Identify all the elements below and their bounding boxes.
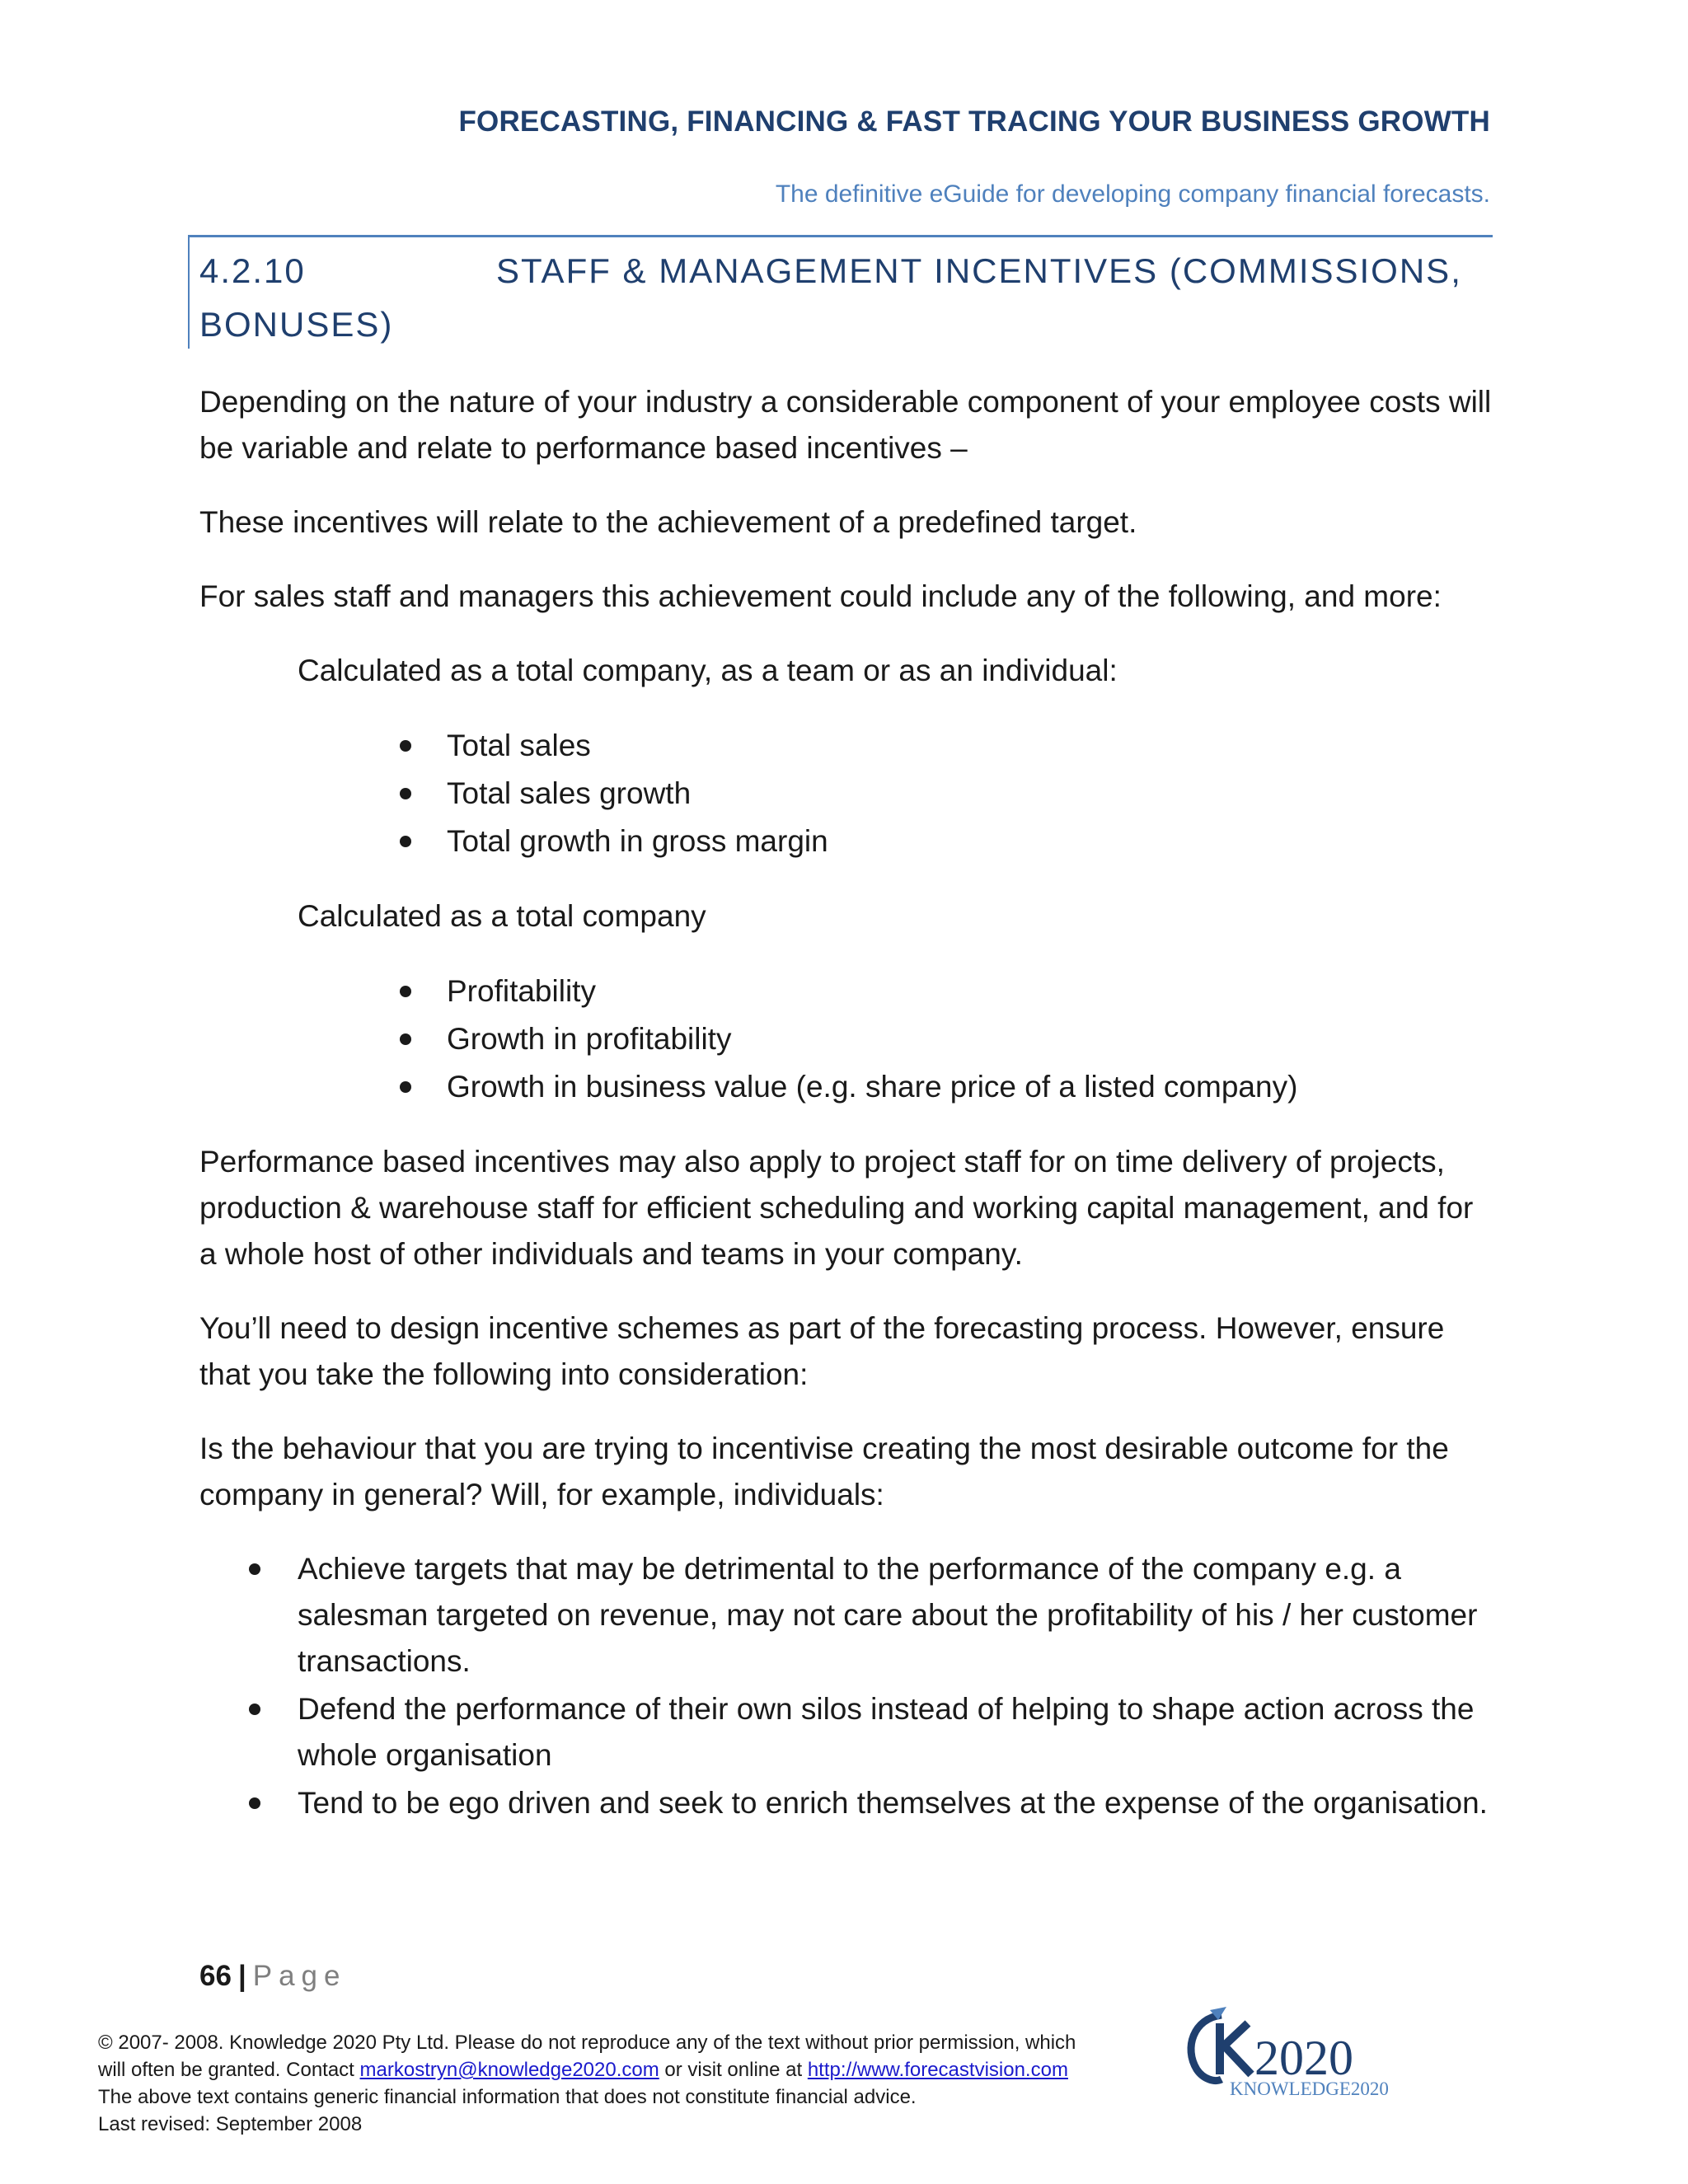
knowledge2020-logo (1179, 1999, 1426, 2106)
header-subtitle: The definitive eGuide for developing company financial forecasts. (775, 180, 1490, 208)
list-item: Growth in business value (e.g. share price of a listed company) (199, 1063, 1498, 1111)
page-number (199, 1960, 346, 1993)
risk-list (199, 1546, 1498, 1826)
paragraph: Performance based incentives may also apply to project staff for on time delivery of projects, production & warehouse staff for efficient scheduling and working capital management, and for a whole host of other individuals and teams in your company. (199, 1145, 1474, 1271)
page-label: Page (252, 1960, 347, 1992)
logo-mark: 2020 (1254, 2031, 1353, 2085)
footer-contact: will often be granted. Contact markostryn@knowledge2020.com or visit online at http://www.forecastvision.com (98, 2059, 1068, 2081)
footer-disclaimer: The above text contains generic financial information that does not constitute financial advice. (98, 2086, 917, 2108)
list-item: Total sales (199, 722, 1498, 770)
section-number: 4.2.10 (199, 251, 306, 290)
list-item: Profitability (199, 968, 1498, 1015)
list-item: Defend the performance of their own silos instead of helping to shape action across the whole organisation (199, 1686, 1498, 1779)
footer-copyright: © 2007- 2008. Knowledge 2020 Pty Ltd. Please do not reproduce any of the text without prior permission, which (98, 2032, 1076, 2054)
group2-list (199, 968, 1498, 1111)
page-number-value: 66 (199, 1960, 232, 1992)
email-link[interactable]: markostryn@knowledge2020.com (359, 2059, 659, 2081)
paragraph: Depending on the nature of your industry a considerable component of your employee costs will be variable and relate to performance based incentives – (199, 385, 1492, 465)
logo-name: KNOWLEDGE2020 (1230, 2079, 1389, 2099)
paragraph: For sales staff and managers this achievement could include any of the following, and more: (199, 579, 1442, 613)
paragraph: These incentives will relate to the achievement of a predefined target. (199, 505, 1137, 539)
body-content (199, 379, 1498, 1854)
footer-revised: Last revised: September 2008 (98, 2113, 363, 2135)
list-item: Total growth in gross margin (199, 818, 1498, 865)
footer (98, 2029, 1170, 2138)
paragraph: You’ll need to design incentive schemes as part of the forecasting process. However, ensure that you take the following into consideration: (199, 1311, 1445, 1391)
header-title: FORECASTING, FINANCING & FAST TRACING YOUR BUSINESS GROWTH (458, 105, 1490, 138)
page-separator: | (237, 1960, 246, 1992)
group1-label: Calculated as a total company, as a team or as an individual: (298, 654, 1118, 687)
list-item: Total sales growth (199, 770, 1498, 818)
paragraph: Is the behaviour that you are trying to incentivise creating the most desirable outcome for the company in general? Will, for example, individuals: (199, 1432, 1449, 1511)
section-title: STAFF & MANAGEMENT INCENTIVES (COMMISSIONS, BONUSES) (199, 251, 1462, 344)
list-item: Achieve targets that may be detrimental to the performance of the company e.g. a salesman targeted on revenue, may not care about the profitability of his / her customer transactions. (199, 1546, 1498, 1685)
group2-label: Calculated as a total company (298, 899, 706, 933)
group1-list (199, 722, 1498, 865)
list-item: Tend to be ego driven and seek to enrich themselves at the expense of the organisation. (199, 1780, 1498, 1826)
section-heading (199, 244, 1485, 351)
list-item: Growth in profitability (199, 1015, 1498, 1063)
website-link[interactable]: http://www.forecastvision.com (807, 2059, 1068, 2081)
